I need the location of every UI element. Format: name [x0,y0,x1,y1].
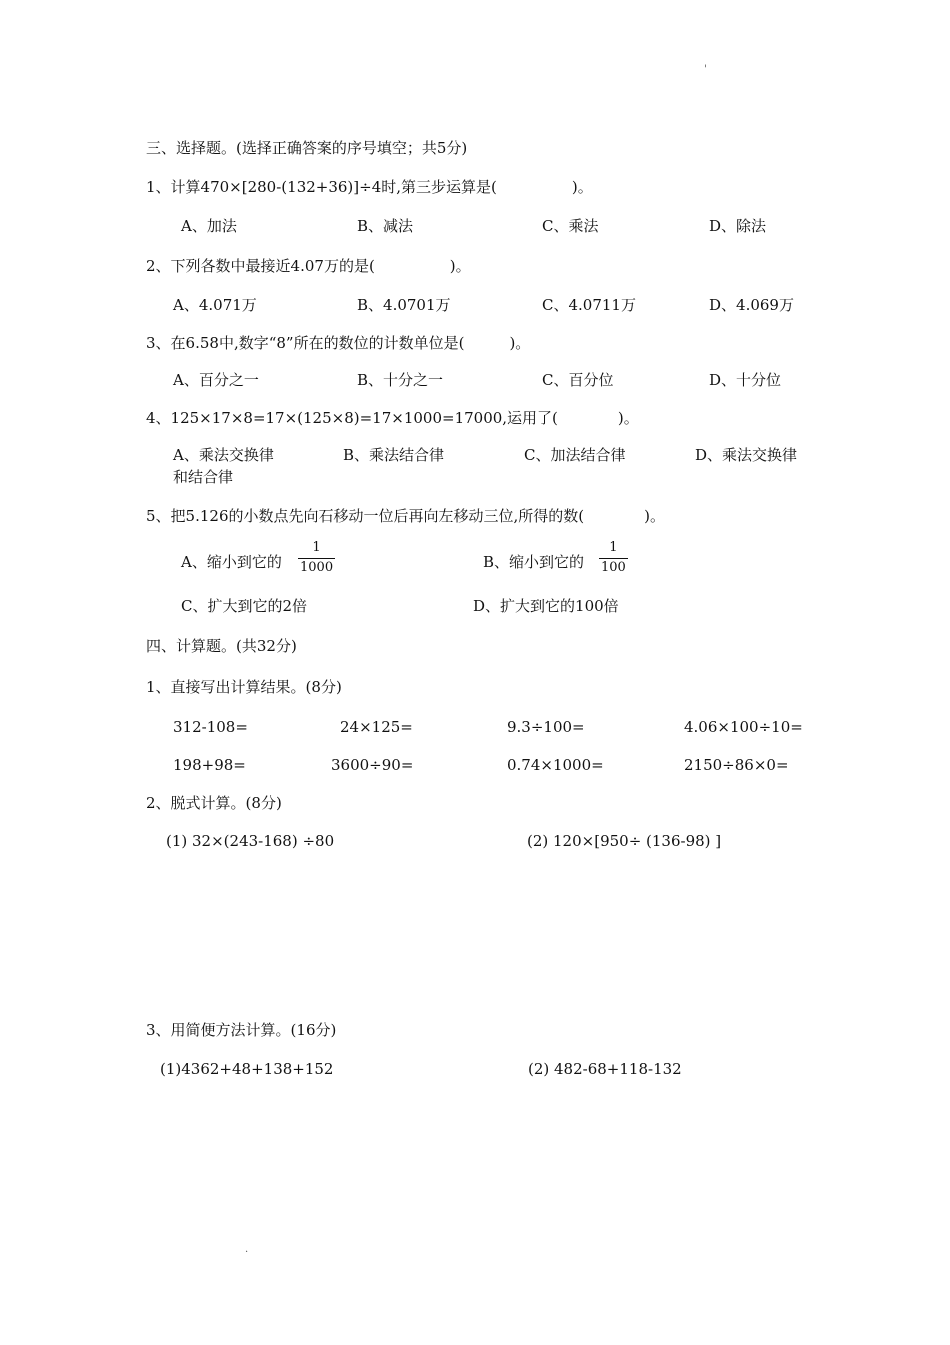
fraction-denominator: 1000 [300,560,334,575]
q1-option-a: A、加法 [181,217,237,235]
q1-option-d: D、除法 [709,217,767,235]
q1-stem: 1、计算470×[280-(132+36)]÷4时,第三步运算是( )。 [146,178,593,196]
fraction-numerator: 1 [312,540,321,555]
q3-stem: 3、在6.58中,数字“8”所在的数位的计数单位是( )。 [146,334,531,352]
q4-option-b: B、乘法结合律 [343,446,445,464]
q4-option-a-wrap: 和结合律 [173,468,234,486]
calc-item: 24×125= [340,718,413,736]
part-2-title: 2、脱式计算。(8分) [146,794,282,812]
q1-option-c: C、乘法 [542,217,599,235]
part-1-title: 1、直接写出计算结果。(8分) [146,678,342,696]
q5-option-c: C、扩大到它的2倍 [181,597,308,615]
fraction-bar [599,558,628,559]
q5-option-a-fraction [298,540,335,576]
fraction-bar [298,558,335,559]
part-2-item-1: (1) 32×(243-168) ÷80 [166,832,335,850]
q2-stem: 2、下列各数中最接近4.07万的是( )。 [146,257,471,275]
part-2-item-2: (2) 120×[950÷ (136-98) ] [527,832,722,850]
q3-option-a: A、百分之一 [173,371,259,389]
part-3-item-1: (1)4362+48+138+152 [160,1060,334,1078]
q4-option-d: D、乘法交换律 [695,446,798,464]
calc-item: 312-108= [173,718,248,736]
q2-option-a: A、4.071万 [173,296,257,314]
q5-option-d: D、扩大到它的100倍 [473,597,619,615]
section-4-title: 四、计算题。(共32分) [146,637,297,655]
q3-option-b: B、十分之一 [357,371,444,389]
fraction-numerator: 1 [609,540,618,555]
q5-option-a: A、缩小到它的 [181,553,282,571]
calc-item: 198+98= [173,756,246,774]
q4-stem: 4、125×17×8=17×(125×8)=17×1000=17000,运用了( )。 [146,409,639,427]
fraction-denominator: 100 [601,560,626,575]
q4-option-c: C、加法结合律 [524,446,626,464]
q5-stem: 5、把5.126的小数点先向石移动一位后再向左移动三位,所得的数( )。 [146,507,665,525]
calc-item: 0.74×1000= [507,756,604,774]
q3-option-d: D、十分位 [709,371,782,389]
q1-option-b: B、减法 [357,217,414,235]
q3-option-c: C、百分位 [542,371,614,389]
section-3-title: 三、选择题。(选择正确答案的序号填空；共5分) [146,139,468,157]
part-3-title: 3、用简便方法计算。(16分) [146,1021,337,1039]
q4-option-a: A、乘法交换律 [173,446,274,464]
calc-item: 4.06×100÷10= [684,718,803,736]
corner-mark: ' [704,64,707,75]
calc-item: 2150÷86×0= [684,756,789,774]
q5-option-b: B、缩小到它的 [483,553,585,571]
q2-option-d: D、4.069万 [709,296,794,314]
page-dot: . [245,1244,249,1255]
q2-option-b: B、4.0701万 [357,296,451,314]
calc-item: 9.3÷100= [507,718,585,736]
q2-option-c: C、4.0711万 [542,296,636,314]
part-3-item-2: (2) 482-68+118-132 [528,1060,682,1078]
calc-item: 3600÷90= [331,756,414,774]
q5-option-b-fraction [599,540,628,576]
